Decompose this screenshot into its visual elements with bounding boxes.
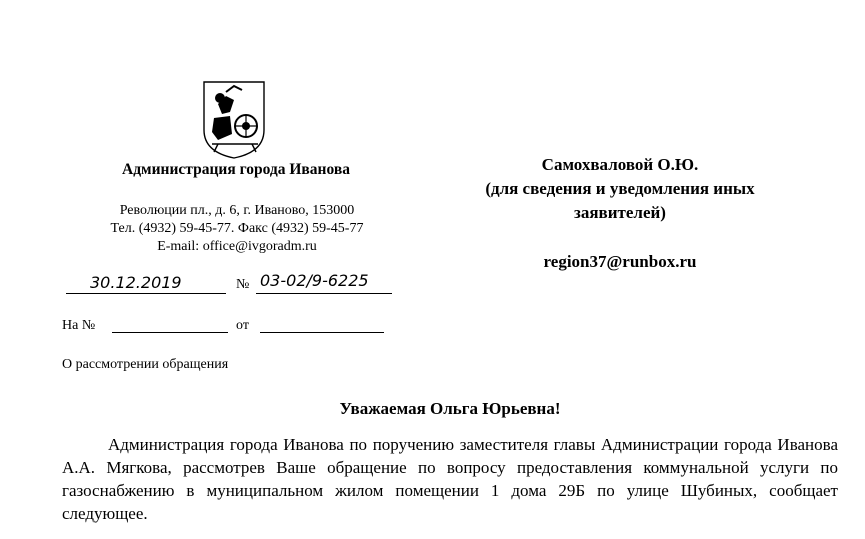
ref-from-label: от (236, 318, 249, 333)
ref-number-blank (112, 332, 228, 333)
ref-number-label: На № (62, 318, 96, 333)
letter-body-text: Администрация города Иванова по поручению заместителя главы Администрации города Иванова А.А. Мягкова, рассмотрев Ваше обращение по вопросу предоставления коммунальной услуги по газоснабжению в муниципальном жилом помещении 1 дома 29Б по улице Шубиных, сообщает следующее. (62, 435, 838, 523)
letterhead-address-block (84, 202, 390, 256)
recipient-block (440, 153, 800, 225)
email-line: E-mail: office@ivgoradm.ru (157, 239, 317, 254)
ref-date-blank (260, 332, 384, 333)
greeting: Уважаемая Ольга Юрьевна! (339, 399, 561, 418)
subject-line: О рассмотрении обращения (62, 357, 229, 372)
registration-date: 30.12.2019 (90, 273, 182, 292)
organization-name: Администрация города Иванова (122, 161, 350, 178)
letter-body-paragraph (62, 433, 838, 525)
recipient-note: (для сведения и уведомления иных заявителей) (485, 179, 755, 222)
address-line: Революции пл., д. 6, г. Иваново, 153000 (119, 203, 355, 218)
recipient-name: Самохваловой О.Ю. (541, 155, 699, 174)
recipient-email: region37@runbox.ru (543, 252, 697, 271)
phone-line: Тел. (4932) 59-45-77. Факс (4932) 59-45-77 (110, 221, 364, 236)
coat-of-arms-emblem (196, 78, 272, 160)
date-underline (66, 293, 226, 294)
number-label: № (236, 277, 250, 292)
registration-number: 03-02/9-6225 (260, 271, 369, 290)
number-underline (256, 293, 392, 294)
